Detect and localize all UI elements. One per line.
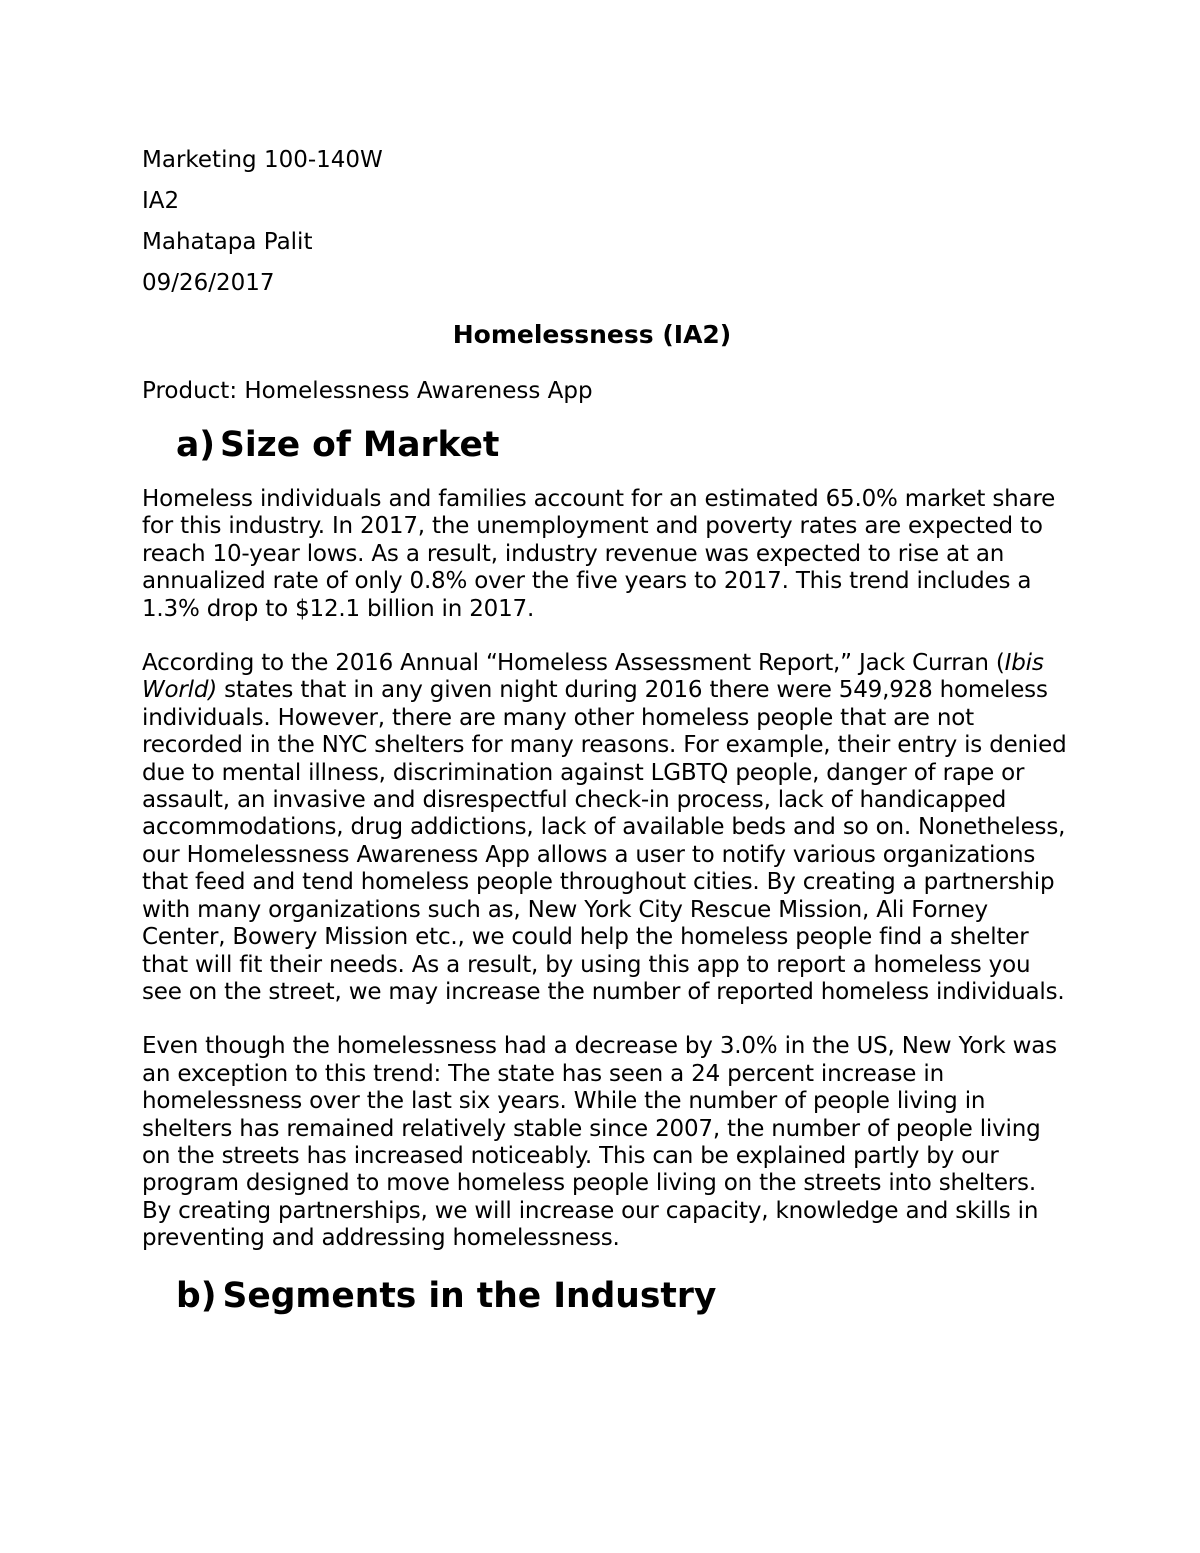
- product-line: Product: Homelessness Awareness App: [142, 378, 593, 404]
- document-title: Homelessness (IA2): [452, 320, 732, 349]
- paragraph-market-share: Homeless individuals and families account for an estimated 65.0% market share for this industry. In 2017, the unemployment and poverty rates are expected to reach 10-year lows. As a result, industry revenue was expected to rise at an annualized rate of only 0.8% over the five years to 2017. This trend includes a 1.3% drop to $12.1 billion in 2017.: [142, 486, 1056, 622]
- paragraph-assessment-report: [142, 650, 1072, 1006]
- paragraph-assessment-report-body: states that in any given night during 2016 there were 549,928 homeless individuals. However, there are many other homeless people that are not recorded in the NYC shelters for many reasons. For example, their entry is denied due to mental illness, discrimination against LGBTQ people, danger of rape or assault, an invasive and disrespectful check-in process, lack of handicapped accommodations, drug addictions, lack of available beds and so on. Nonetheless, our Homelessness Awareness App allows a user to notify various organizations that feed and tend homeless people throughout cities. By creating a partnership with many organizations such as, New York City Rescue Mission, Ali Forney Center, Bowery Mission etc., we could help the homeless people find a shelter that will fit their needs. As a result, by using this app to report a homeless you see on the street, we may increase the number of reported homeless individuals.: [142, 677, 1067, 1005]
- author-line: Mahatapa Palit: [142, 229, 313, 255]
- section-b-marker: b): [176, 1275, 217, 1316]
- source-citation: Ibis World): [142, 650, 1044, 704]
- assignment-line: IA2: [142, 188, 180, 214]
- section-b-heading: [142, 1275, 1072, 1316]
- section-a-heading: [142, 425, 1072, 465]
- document-body: [142, 140, 1072, 1316]
- paragraph-new-york-trend: Even though the homelessness had a decrease by 3.0% in the US, New York was an exception to this trend: The state has seen a 24 percent increase in homelessness over the last six years. While the number of people living in shelters has remained relatively stable since 2007, the number of people living on the streets has increased noticeably. This can be explained partly by our program designed to move homeless people living on the streets into shelters. By creating partnerships, we will increase our capacity, knowledge and skills in preventing and addressing homelessness.: [142, 1033, 1057, 1252]
- course-line: Marketing 100-140W: [142, 147, 383, 173]
- section-b-title: Segments in the Industry: [222, 1275, 717, 1316]
- paragraph-assessment-report-intro: According to the 2016 Annual “Homeless Assessment Report,” Jack Curran (: [142, 650, 1005, 677]
- date-line: 09/26/2017: [142, 270, 275, 296]
- section-a-title: Size of Market: [220, 425, 500, 465]
- section-a-marker: a): [176, 425, 216, 465]
